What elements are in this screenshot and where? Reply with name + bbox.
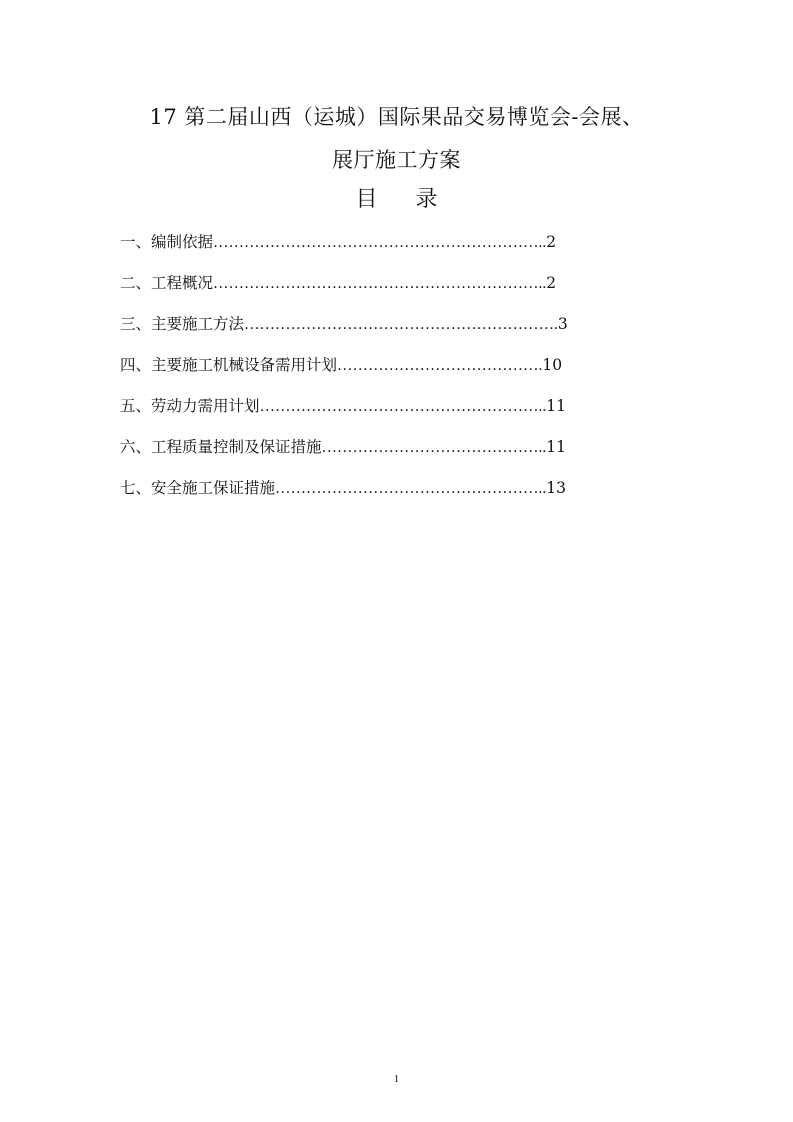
toc-leader-dots: ……………………………………………………….. — [213, 234, 547, 251]
table-of-contents — [120, 228, 640, 515]
toc-leader-dots: …………………………………. — [337, 357, 543, 374]
toc-entry-page: 10 — [542, 356, 563, 374]
toc-entry-label: 一、编制依据 — [120, 233, 214, 251]
toc-leader-dots: ……………………………………………………….. — [213, 275, 547, 292]
toc-entry-page: 2 — [546, 274, 557, 292]
toc-entry-page: 11 — [546, 397, 566, 415]
toc-entry-label: 四、主要施工机械设备需用计划 — [120, 356, 338, 374]
document-title-line-1: 17 第二届山西（运城）国际果品交易博览会-会展、 — [149, 105, 644, 129]
toc-entry-page: 3 — [557, 315, 568, 333]
toc-entry-label: 二、工程概况 — [120, 274, 214, 292]
toc-heading-char-2: 录 — [415, 187, 438, 212]
toc-entry-label: 六、工程质量控制及保证措施 — [120, 438, 322, 456]
document-title-line-2: 展厅施工方案 — [332, 148, 461, 172]
toc-entry-label: 七、安全施工保证措施 — [120, 479, 276, 497]
toc-heading-char-1: 目 — [355, 187, 378, 212]
toc-entry-safety[interactable] — [120, 474, 640, 515]
toc-entry-labor[interactable] — [120, 392, 640, 433]
toc-entry-page: 2 — [546, 233, 557, 251]
toc-entry-equipment[interactable] — [120, 351, 640, 392]
toc-entry-basis[interactable] — [120, 228, 640, 269]
page-number: 1 — [393, 1073, 400, 1085]
toc-entry-label: 三、主要施工方法 — [120, 315, 245, 333]
toc-entry-methods[interactable] — [120, 310, 640, 351]
toc-entry-page: 11 — [546, 438, 566, 456]
toc-entry-page: 13 — [546, 479, 566, 497]
toc-leader-dots: ……………………………………………….. — [259, 398, 547, 415]
toc-leader-dots: ……………………………………………………. — [244, 316, 558, 333]
toc-entry-overview[interactable] — [120, 269, 640, 310]
toc-entry-quality[interactable] — [120, 433, 640, 474]
toc-leader-dots: …………………………………….. — [321, 439, 547, 456]
toc-heading — [100, 185, 693, 215]
toc-entry-label: 五、劳动力需用计划 — [120, 397, 260, 415]
toc-leader-dots: …………………………………………….. — [275, 480, 547, 497]
